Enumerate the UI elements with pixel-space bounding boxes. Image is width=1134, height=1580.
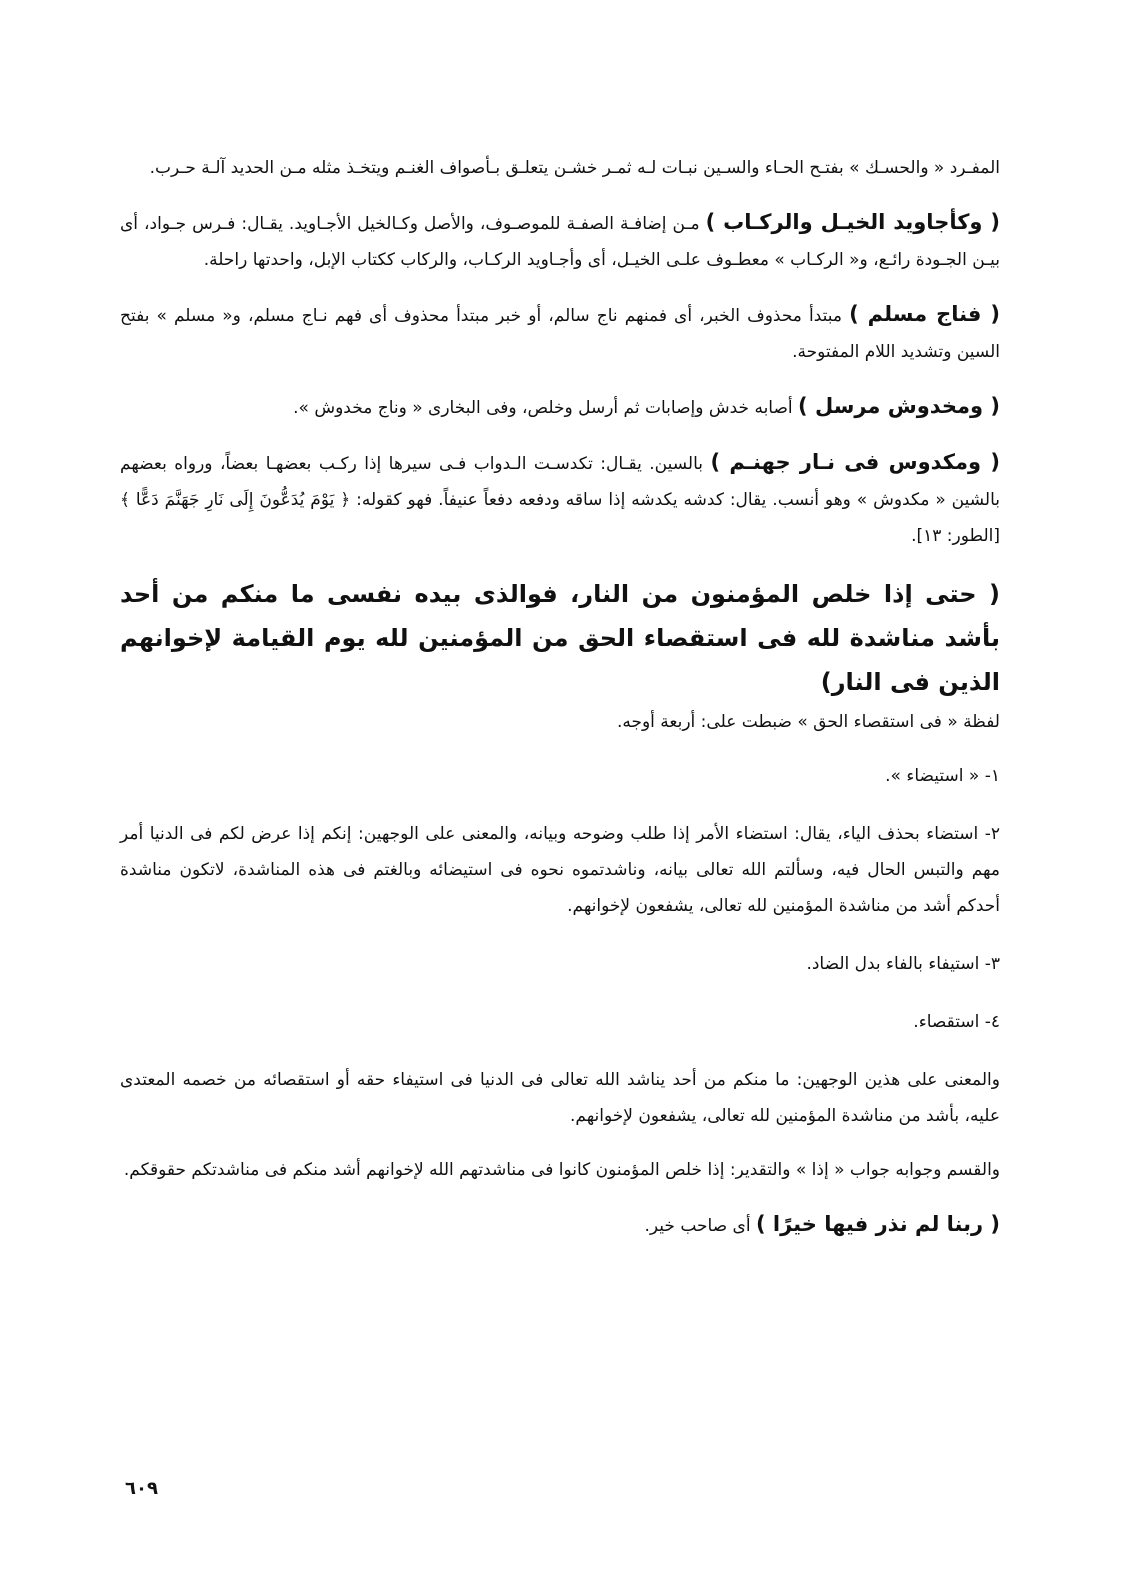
list-item: ٤- استقصاء. [913,1012,1000,1032]
paragraph-text: أى صاحب خير. [644,1216,751,1236]
hadith-quote-block [120,572,1000,740]
paragraph-heading: ( ربنا لم نذر فيها خيرًا ) [756,1212,1000,1236]
page-content [120,150,1000,1262]
closing-paragraph: والمعنى على هذين الوجهين: ما منكم من أحد يناشد الله تعالى فى الدنيا فى استيفاء حقه أو استقصائه من خصمه المعتدى عليه، بأشد من مناشدة المؤمنين لله تعالى، يشفعون لإخوانهم. [120,1070,1000,1126]
hadith-quote-note: لفظة « فى استقصاء الحق » ضبطت على: أربعة أوجه. [616,712,1000,732]
list-item: ٣- استيفاء بالفاء بدل الضاد. [806,954,1000,974]
paragraph-hasak [120,150,1000,186]
paragraph-ajawid [120,204,1000,278]
paragraph-text: أصابه خدش وإصابات ثم أرسل وخلص، وفى البخارى « وناج مخدوش ». [293,398,793,418]
paragraph-makdus [120,444,1000,554]
paragraph-naj-muslim [120,296,1000,370]
paragraph-heading: ( ومكدوس فى نـار جهنـم ) [710,450,1000,474]
list-item: ٢- استضاء بحذف الياء، يقال: استضاء الأمر إذا طلب وضوحه وبيانه، والمعنى على الوجهين: إنكم إذا عرض لكم فى الدنيا أمر مهم والتبس الحال فيه، وسألتم الله تعالى بيانه، وناشدتموه نحوه فى استيضائه وبالغتم فى هذه المناشدة، لاتكون مناشدة أحدكم أشد من مناشدة المؤمنين لله تعالى، يشفعون لإخوانهم. [120,824,1000,916]
paragraph-text: مـن إضافـة الصفـة للموصـوف، والأصل وكـالخيل الأجـاويد. يقـال: فـرس جـواد، أى بيـن الجـودة رائـع، و« الركـاب » معطـوف علـى الخيـل، أى وأجـاويد الركـاب، والركاب ككتاب الإبل، واحدتها راحلة. [120,214,1000,270]
paragraph-text: بالسين. يقـال: تكدسـت الـدواب فـى سيرها إذا ركـب بعضهـا بعضاً، ورواه بعضهم بالشين « مكدوش » وهو أنسب. يقال: كدشه يكدشه إذا ساقه ودفعه دفعاً عنيفاً. فهو كقوله: ﴿ يَوْمَ يُدَعُّونَ إِلَى نَارِ جَهَنَّمَ دَعًّا ﴾ [الطور: ١٣]. [120,454,1000,546]
paragraph-makhdush [120,388,1000,426]
page-number: ٦٠٩ [125,1478,158,1499]
paragraph-text: المفـرد « والحسـك » بفتـح الحـاء والسـين نبـات لـه ثمـر خشـن يتعلـق بـأصواف الغنـم ويتخـذ مثله مـن الحديد آلـة حـرب. [149,158,1000,178]
list-item: ١- « استيضاء ». [885,766,1000,786]
paragraph-heading: ( وكأجاويد الخيـل والركـاب ) [705,210,1000,234]
paragraph-heading: ( فناج مسلم ) [849,302,1000,326]
hadith-quote: ( حتى إذا خلص المؤمنون من النار، فوالذى بيده نفسى ما منكم من أحد بأشد مناشدة لله فى استقصاء الحق من المؤمنين لله يوم القيامة لإخوانهم الذين فى النار) [120,580,1000,696]
final-paragraph [120,1206,1000,1244]
paragraph-text: مبتدأ محذوف الخبر، أى فمنهم ناج سالم، أو خبر مبتدأ محذوف أى فهم نـاج مسلم، و« مسلم » بفتح السين وتشديد اللام المفتوحة. [120,306,1000,362]
paragraph-heading: ( ومخدوش مرسل ) [798,394,1000,418]
closing-paragraph: والقسم وجوابه جواب « إذا » والتقدير: إذا خلص المؤمنون كانوا فى مناشدتهم الله لإخوانهم أشد منكم فى مناشدتكم حقوقكم. [123,1160,1000,1180]
